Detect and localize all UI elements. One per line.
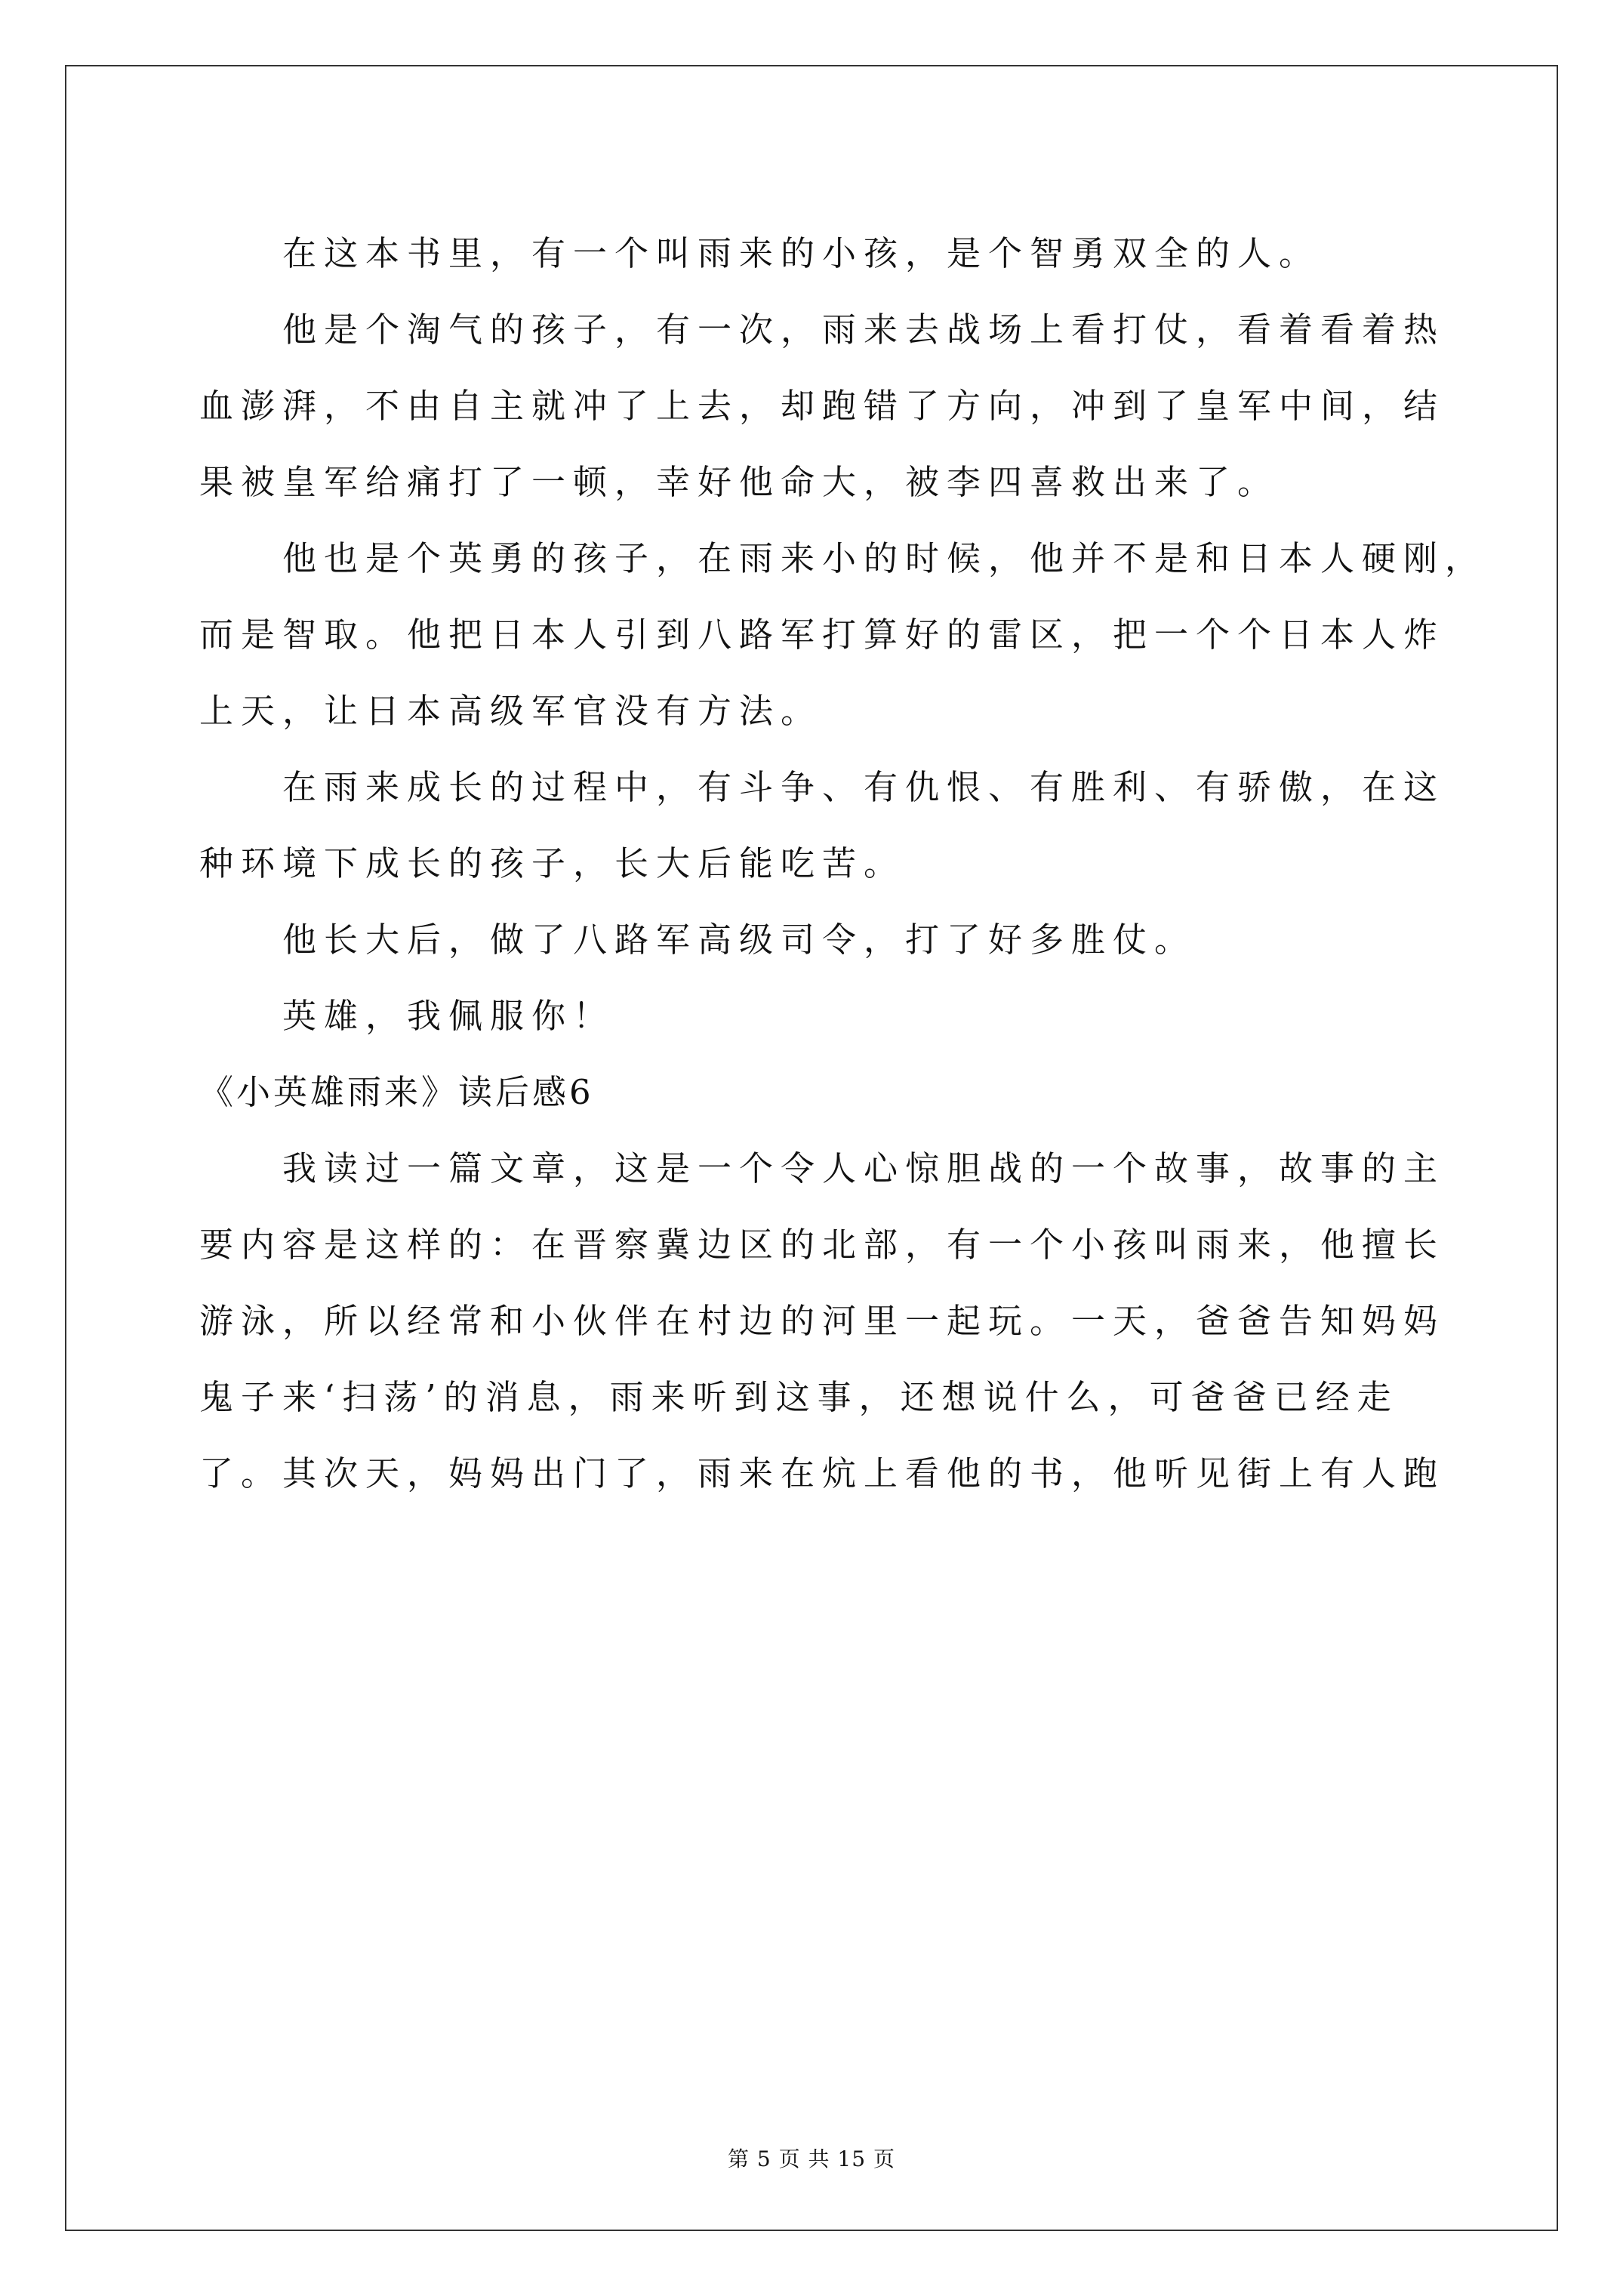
text-line: 我读过一篇文章，这是一个令人心惊胆战的一个故事，故事的主 <box>282 1148 1446 1188</box>
document-body <box>199 215 1487 1512</box>
paragraph-1 <box>199 215 1422 291</box>
paragraph-3 <box>199 520 1487 749</box>
text-line: 他长大后，做了八路军高级司令，打了好多胜仗。 <box>282 920 1196 960</box>
text-line: 游泳，所以经常和小伙伴在村边的河里一起玩。一天，爸爸告知妈妈 <box>199 1301 1446 1341</box>
paragraph-5 <box>199 901 1422 978</box>
text-line: 血澎湃，不由自主就冲了上去，却跑错了方向，冲到了皇军中间，结 <box>199 386 1446 426</box>
text-line: 他也是个英勇的孩子，在雨来小的时候，他并不是和日本人硬刚， <box>282 538 1487 578</box>
paragraph-6 <box>199 978 1422 1054</box>
text-line: 鬼子来‘扫荡’的消息，雨来听到这事，还想说什么，可爸爸已经走 <box>199 1377 1399 1417</box>
text-line: 种环境下成长的孩子，长大后能吃苦。 <box>199 843 906 883</box>
text-line: 在这本书里，有一个叫雨来的小孩，是个智勇双全的人。 <box>282 233 1321 273</box>
text-line: 了。其次天，妈妈出门了，雨来在炕上看他的书，他听见街上有人跑 <box>199 1453 1446 1493</box>
section-heading: 《小英雄雨来》读后感6 <box>199 1072 594 1112</box>
text-line: 果被皇军给痛打了一顿，幸好他命大，被李四喜救出来了。 <box>199 462 1280 502</box>
text-line: 而是智取。他把日本人引到八路军打算好的雷区，把一个个日本人炸 <box>199 615 1446 655</box>
text-line: 他是个淘气的孩子，有一次，雨来去战场上看打仗，看着看着热 <box>282 310 1446 350</box>
text-line: 在雨来成长的过程中，有斗争、有仇恨、有胜利、有骄傲，在这 <box>282 767 1446 807</box>
paragraph-7 <box>199 1130 1446 1512</box>
paragraph-2 <box>199 291 1446 520</box>
paragraph-4 <box>199 749 1446 901</box>
text-line: 要内容是这样的：在晋察冀边区的北部，有一个小孩叫雨来，他擅长 <box>199 1225 1446 1265</box>
text-line: 英雄，我佩服你！ <box>282 996 615 1036</box>
text-line: 上天，让日本高级军官没有方法。 <box>199 691 823 731</box>
page-number-footer: 第 5 页 共 15 页 <box>728 2147 895 2171</box>
